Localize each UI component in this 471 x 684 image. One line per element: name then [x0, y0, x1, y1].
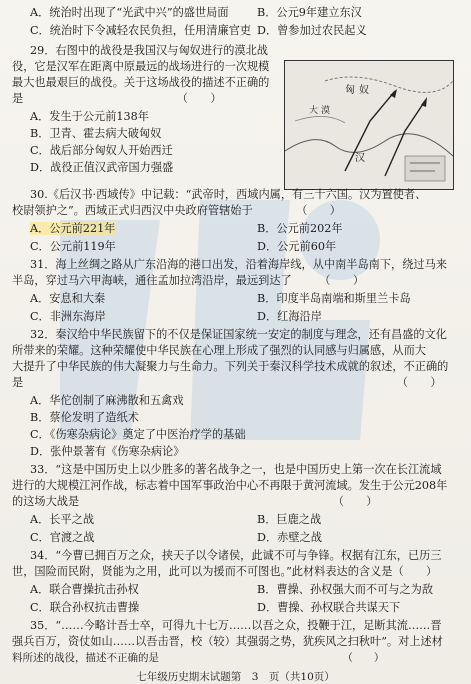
q30-bracket: （ ） — [296, 204, 341, 217]
q30-option-c: C．公元前119年 — [30, 240, 116, 253]
q33-bracket: （ ） — [332, 495, 378, 508]
q32-line3: 大提升了中华民族的伟大凝聚力与生命力。下列关于秦汉科学技术成就的叙述，不正确的 — [12, 360, 449, 373]
q30-line2-text: 校尉领护之”。西域正式归西汉中央政府管辖始于 — [12, 204, 253, 217]
q29-line2: 役，它是汉军在距离中原最远的战场进行的一次规模 — [12, 60, 270, 73]
q29-line4-text: 是 — [12, 92, 24, 105]
map-label-han: 汉 — [355, 153, 365, 164]
map-label-nu: 奴 — [359, 85, 369, 96]
q30-option-b: B．公元前202年 — [257, 222, 343, 235]
q35-line2: 强兵百万，资仗如山……以吾击晋，校（较）其强弱之势，犹疾风之扫秋叶”。对上述材 — [12, 635, 443, 648]
q34-line2: 世，国险而民附，贤能为之用，此可以为援而不可图也。”此材料表达的含义是（ ） — [12, 565, 438, 578]
q31-bracket: （ ） — [319, 274, 365, 287]
q29-option-b: B．卫青、霍去病大破匈奴 — [30, 127, 162, 140]
map-label-mo: 漠 — [321, 106, 331, 116]
q33-line3-text: 的这场大战是 — [12, 495, 80, 508]
q35-line3-text: 料所述的战役，描述不正确的是 — [12, 652, 159, 664]
q28-option-a: A．统治时出现了“光武中兴”的盛世局面 — [30, 6, 229, 19]
q29-line3: 最大也最艰巨的战役。关于这场战役的描述不正确的 — [12, 76, 270, 89]
q32-line4-text: 是 — [12, 376, 24, 389]
q32-option-c: C．《伤寒杂病论》奠定了中医治疗学的基础 — [30, 428, 246, 441]
q32-line2: 所带来的荣耀。这种荣耀使中华民族在心理上形成了强烈的认同感与归属感，从而大 — [12, 344, 426, 357]
q31-option-c: C．非洲东海岸 — [30, 310, 106, 323]
battle-map-figure — [284, 60, 454, 190]
q32-option-b: B．蔡伦发明了造纸术 — [30, 411, 139, 424]
q30-line1: 30.《后汉书·西域传》中记载：“武帝时，西域内属，有三十六国。汉为置使者、 — [30, 188, 427, 201]
q33-line2: 进行的大规模江河作战，标志着中国军事政治中心不再限于黄河流域。发生于公元208年 — [12, 479, 448, 492]
q32-bracket: （ ） — [396, 376, 442, 389]
q33-option-d: D．赤壁之战 — [257, 531, 322, 544]
map-label-xiong: 匈 — [345, 85, 355, 96]
q31-option-b: B．印度半岛南端和斯里兰卡岛 — [257, 292, 411, 305]
q29-line1: 29．右图中的战役是我国汉与匈奴进行的漠北战 — [30, 44, 268, 57]
q29-option-a: A．发生于公元前138年 — [30, 110, 149, 123]
q32-option-d: D．张仲景著有《伤寒杂病论》 — [30, 445, 185, 458]
q34-option-b: B．曹操、孙权强大而不可与之为敌 — [257, 583, 434, 596]
q29-line4 — [12, 92, 222, 106]
q31-option-a: A．安息和大秦 — [30, 292, 106, 305]
q33-option-c: C．官渡之战 — [30, 531, 95, 544]
q28-option-c: C．统治时下令减轻农民负担，任用清廉官吏 — [30, 24, 252, 37]
q30-option-a — [30, 222, 115, 236]
q34-option-c: C．联合孙权抗击曹操 — [30, 601, 140, 614]
q33-option-b: B．巨鹿之战 — [257, 513, 322, 526]
map-label-da: 大 — [309, 106, 319, 116]
q33-line3 — [12, 495, 377, 509]
page-footer: 七年级历史期末试题第 3 页（共10页） — [136, 671, 335, 683]
q30-option-a-text: A．公元前221年 — [30, 222, 116, 235]
q33-option-a: A．长平之战 — [30, 513, 95, 526]
q31-line2 — [12, 274, 364, 288]
q33-line1: 33．“这是中国历史上以少胜多的著名战争之一，也是中国历史上第一次在长江流域 — [30, 463, 442, 476]
q29-bracket: （ ） — [176, 92, 222, 105]
q30-line2 — [12, 204, 341, 218]
q30-option-d: D．公元前60年 — [257, 240, 337, 253]
q32-line1: 32．秦汉给中华民族留下的不仅是保证国家统一安定的制度与理念，还有昌盛的文化 — [30, 328, 447, 341]
q35-bracket: （ ） — [342, 652, 385, 664]
q34-option-a: A．联合曹操抗击孙权 — [30, 583, 139, 596]
q32-line4 — [12, 376, 442, 390]
q28-option-d: D．曾参加过农民起义 — [257, 24, 367, 37]
q31-line1: 31．海上丝绸之路从广东沿海的港口出发，沿着海岸线，从中南半岛南下，绕过马来 — [30, 258, 447, 271]
q31-option-d: D．红海沿岸 — [257, 310, 322, 323]
q31-line2-text: 半岛，穿过马六甲海峡，通往孟加拉湾沿岸，最远到达了 — [12, 274, 292, 287]
q28-option-b: B．公元9年建立东汉 — [257, 6, 362, 19]
q35-line3 — [12, 651, 384, 665]
q34-line1: 34．“今曹已拥百万之众，挟天子以令诸侯，此诚不可与争锋。权据有江东，已历三 — [30, 549, 442, 562]
q35-line1: 35．“……今略计吾士卒，可得九十七万……以吾之众，投鞭于江，足断其流……晋 — [30, 619, 442, 632]
q34-option-d: D．曹操、孙权联合共谋天下 — [257, 601, 401, 614]
q29-option-d: D．战役正值汉武帝国力强盛 — [30, 161, 174, 174]
map-drawing-icon — [285, 61, 453, 189]
q32-option-a: A．华佗创制了麻沸散和五禽戏 — [30, 394, 184, 407]
q29-option-c: C．战后部分匈奴人开始西迁 — [30, 144, 173, 157]
